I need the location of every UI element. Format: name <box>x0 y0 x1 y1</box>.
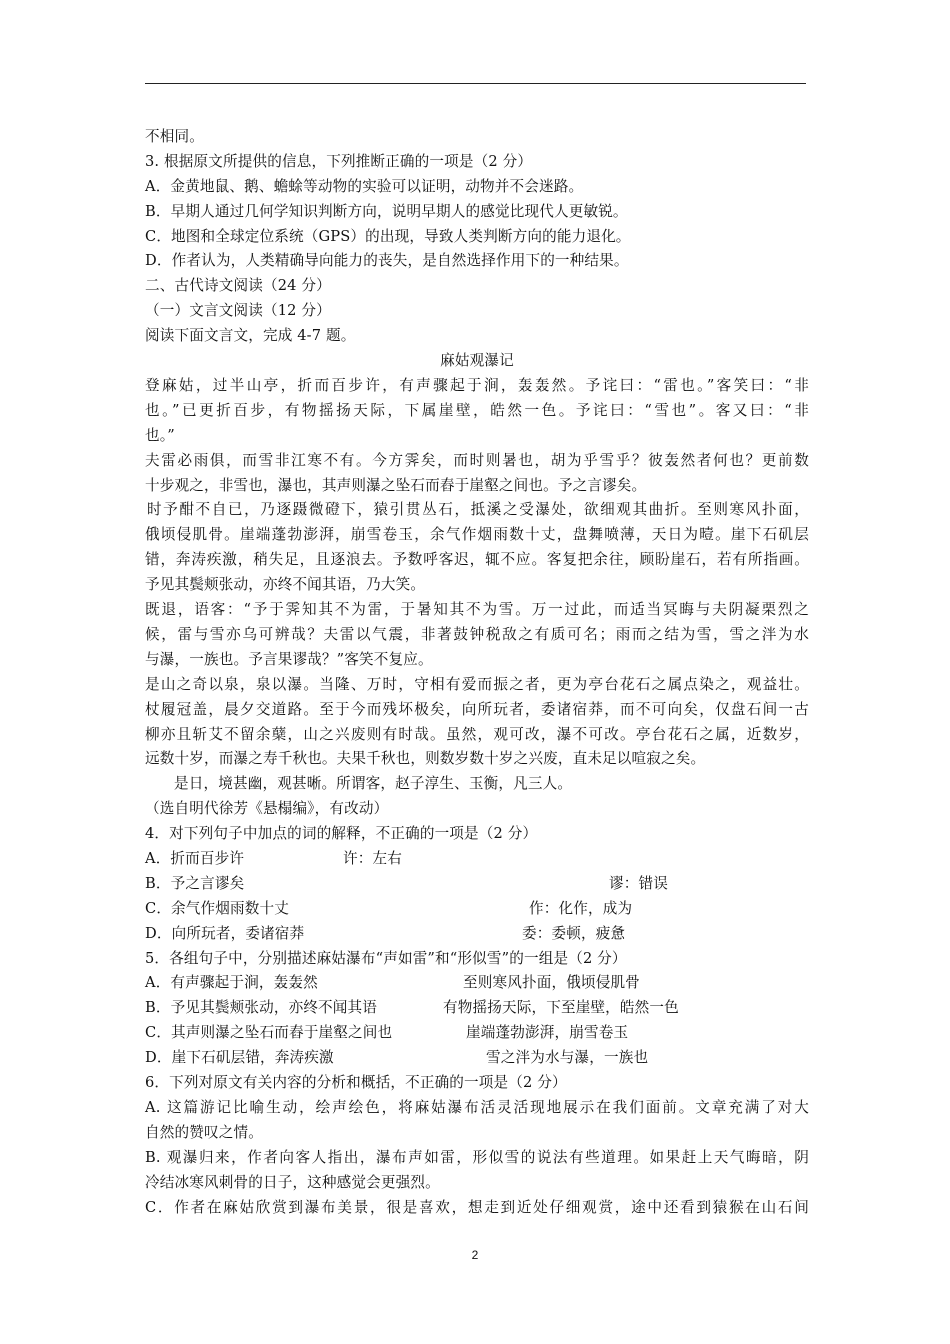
option-text-2: 崖端蓬勃澎湃，崩雪卷玉 <box>466 1024 629 1042</box>
passage-line: 柳亦且斩艾不留余蘖，山之兴废则有时哉。虽然，观可改，瀑不可改。亭台花石之属，近数岁， <box>145 725 809 743</box>
passage-source: （选自明代徐芳《悬榻编》，有改动） <box>145 800 389 818</box>
question-6-option-b: B. 观瀑归来，作者向客人指出，瀑布声如雷，形似雪的说法有些道理。如果赶上天气晦暗，阴 <box>145 1148 809 1166</box>
option-text-2: 雪之泮为水与瀑，一族也 <box>486 1049 649 1067</box>
passage-line: 也。” <box>145 426 175 444</box>
question-3-option-d: D．作者认为，人类精确导向能力的丧失，是自然选择作用下的一种结果。 <box>145 252 629 270</box>
question-4-option-b <box>145 872 809 897</box>
question-6-option-c: C．作者在麻姑欣赏到瀑布美景，很是喜欢，想走到近处仔细观赏，途中还看到猿猴在山石间 <box>145 1198 809 1216</box>
question-4-option-d <box>145 922 809 947</box>
option-gloss: 许：左右 <box>343 850 402 867</box>
passage-line: 登麻姑，过半山亭，折而百步许，有声骤起于涧，轰轰然。予诧曰：“雷也。”客笑曰：“非 <box>145 376 809 394</box>
question-6-option-a: A. 这篇游记比喻生动，绘声绘色，将麻姑瀑布活灵活现地展示在我们面前。文章充满了对大 <box>145 1098 809 1116</box>
option-text: A．折而百步许 <box>145 850 245 867</box>
passage-line: 也。”已更折百步，有物摇扬天际，下属崖壁，皓然一色。予诧曰：“雪也”。客又曰：“非 <box>145 401 809 419</box>
question-3-option-c: C．地图和全球定位系统（GPS）的出现，导致人类判断方向的能力退化。 <box>145 227 631 245</box>
question-6: 6．下列对原文有关内容的分析和概括，不正确的一项是（2 分） <box>145 1074 567 1092</box>
question-5-option-c <box>145 1021 809 1046</box>
subsection-heading: （一）文言文阅读（12 分） <box>145 302 331 320</box>
option-gloss: 作：化作，成为 <box>529 899 633 917</box>
option-text: D．向所玩者，委诸宿莽 <box>145 924 305 942</box>
option-text: A．有声骤起于涧，轰轰然 <box>145 974 318 992</box>
question-5: 5．各组句子中，分别描述麻姑瀑布“声如雷”和“形似雪”的一组是（2 分） <box>145 949 627 967</box>
passage-line: 十步观之，非雪也，瀑也，其声则瀑之坠石而舂于崖壑之间也。予之言谬矣。 <box>145 476 647 494</box>
passage-title: 麻姑观瀑记 <box>440 352 514 370</box>
option-gloss: 谬：错误 <box>609 874 668 892</box>
page-body <box>145 125 809 1220</box>
header-rule <box>145 83 806 84</box>
option-text-2: 至则寒风扑面，俄顷侵肌骨 <box>463 974 640 992</box>
question-6-option-b-cont: 冷结冰寒风刺骨的日子，这种感觉会更强烈。 <box>145 1173 440 1191</box>
passage-line: 俄顷侵肌骨。崖端蓬勃澎湃，崩雪卷玉，余气作烟雨数十丈，盘舞喷薄，天日为曀。崖下石矶层 <box>145 526 809 544</box>
question-3: 3. 根据原文所提供的信息，下列推断正确的一项是（2 分） <box>145 152 533 170</box>
section-heading: 二、古代诗文阅读（24 分） <box>145 277 331 295</box>
question-4: 4．对下列句子中加点的词的解释，不正确的一项是（2 分） <box>145 825 538 843</box>
passage-line: 杖履冠盖，晨夕交道路。至于今而残坏极矣，向所玩者，委诸宿莽，而不可向矣，仅盘石间一古 <box>145 700 809 718</box>
question-5-option-d <box>145 1046 809 1071</box>
passage-line: 夫雷必雨俱，而雪非江寒不有。今方霁矣，而时则暑也，胡为乎雪乎？彼轰然者何也？更前数 <box>145 451 809 469</box>
question-4-option-a <box>145 847 809 872</box>
option-text: C．余气作烟雨数十丈 <box>145 899 290 917</box>
question-5-option-b <box>145 996 809 1021</box>
text-line: 不相同。 <box>145 128 204 145</box>
option-text: B．予见其鬓颊张动，亦终不闻其语 <box>145 999 378 1017</box>
option-text: D．崖下石矶层错，奔涛疾激 <box>145 1049 334 1067</box>
instruction: 阅读下面文言文，完成 4-7 题。 <box>145 327 356 345</box>
passage-line: 是山之奇以泉，泉以瀑。当隆、万时，守相有爱而振之者，更为亭台花石之属点染之，观益壮。 <box>145 675 809 693</box>
passage-line: 是日，境甚幽，观甚晰。所谓客，赵子淳生、玉衡，凡三人。 <box>174 775 573 793</box>
passage-line: 与瀑，一族也。予言果谬哉？”客笑不复应。 <box>145 650 433 668</box>
passage-line: 予见其鬓颊张动，亦终不闻其语，乃大笑。 <box>145 576 426 594</box>
passage-line: 既退，语客：“予于霁知其不为雷，于暑知其不为雪。万一过此，而适当冥晦与夫阴凝栗烈之 <box>145 601 809 619</box>
passage-line: 错，奔涛疾激，稍失足，且逐浪去。予数呼客迟，辄不应。客复把余往，顾盼崖石，若有所指画。 <box>145 551 809 569</box>
question-3-option-a: A．金黄地鼠、鹅、蟾蜍等动物的实验可以证明，动物并不会迷路。 <box>145 177 584 195</box>
question-6-option-a-cont: 自然的赞叹之情。 <box>145 1123 263 1141</box>
question-5-option-a <box>145 971 809 996</box>
question-3-option-b: B．早期人通过几何学知识判断方向，说明早期人的感觉比现代人更敏锐。 <box>145 202 628 220</box>
page-number: 2 <box>471 1248 479 1262</box>
passage-line: 候，雷与雪亦乌可辨哉？夫雷以气震，非著鼓钟税敌之有质可名；雨而之结为雪，雪之泮为水 <box>145 625 809 643</box>
option-gloss: 委：委顿，疲惫 <box>522 924 626 942</box>
passage-line: 时予酣不自已，乃逐蹑微磴下，猿引贯丛石，抵溪之受瀑处，欲细观其曲折。至则寒风扑面， <box>147 501 809 519</box>
passage-line: 远数十岁，而瀑之寿千秋也。夫果千秋也，则数岁数十岁之兴废，直未足以喧寂之矣。 <box>145 750 706 768</box>
option-text: B．予之言谬矣 <box>145 874 245 892</box>
option-text: C．其声则瀑之坠石而舂于崖壑之间也 <box>145 1024 393 1042</box>
option-text-2: 有物摇扬天际，下至崖壁，皓然一色 <box>443 999 679 1017</box>
question-4-option-c <box>145 897 809 922</box>
